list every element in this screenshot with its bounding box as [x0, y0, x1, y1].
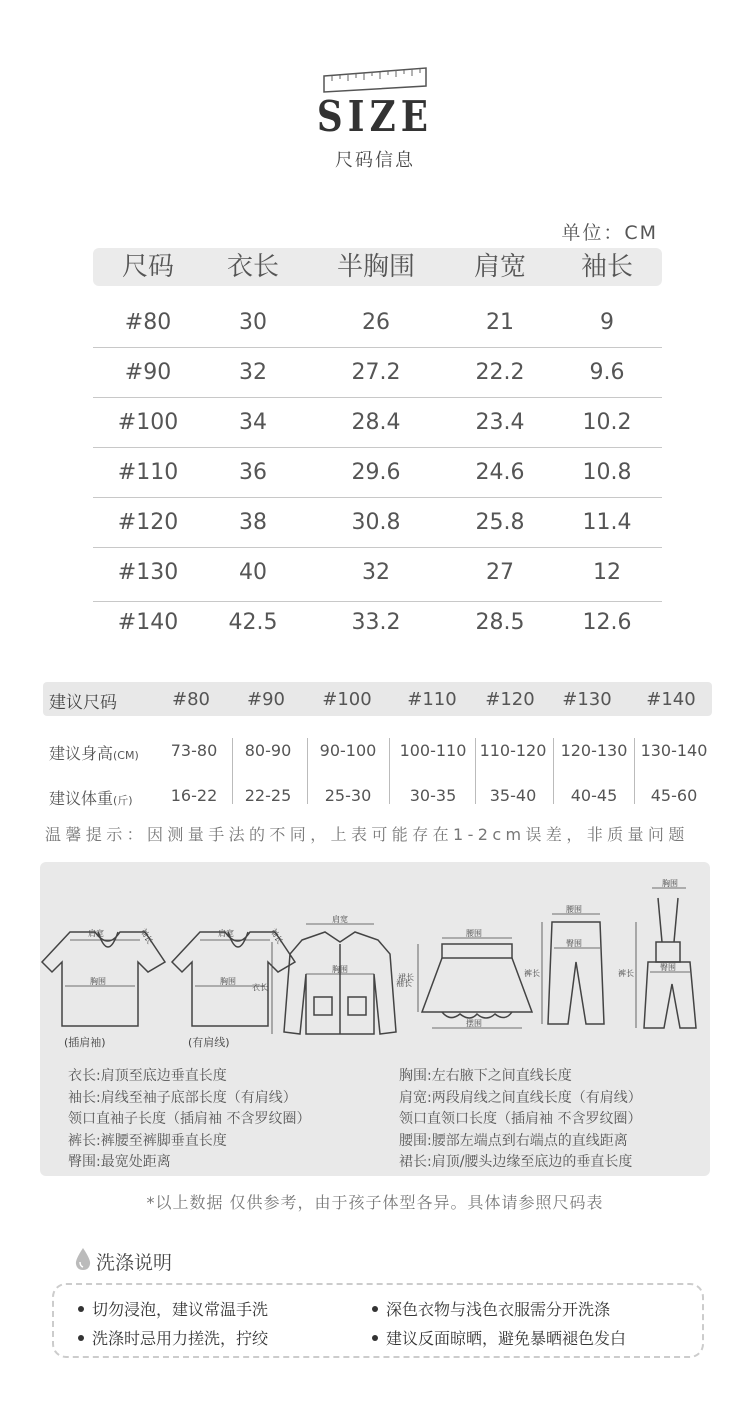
- label-jiankuan-3: 肩宽: [332, 915, 348, 924]
- legend-item: 臀围:最宽处距离: [68, 1154, 171, 1170]
- ruler-icon: [322, 66, 428, 94]
- label-xiongwei-3: 胸围: [332, 965, 348, 974]
- label-yichang: 衣长: [252, 983, 268, 992]
- table-cell: 33.2: [351, 610, 401, 635]
- recommend-height: 110-120: [479, 741, 547, 760]
- table-cell: 40: [239, 560, 267, 585]
- table-cell: 21: [486, 310, 514, 335]
- recommend-header-label: 建议尺码: [49, 693, 117, 713]
- label-yaowei-2: 腰围: [566, 905, 582, 914]
- table-cell: 27: [486, 560, 514, 585]
- caption-shoulder: (有肩线): [188, 1036, 230, 1049]
- weight-label: 建议体重(斤): [49, 789, 133, 808]
- table-cell: #120: [117, 510, 179, 535]
- table-cell: 25.8: [475, 510, 525, 535]
- table-cell: 28.5: [475, 610, 525, 635]
- recommend-size: #130: [562, 689, 612, 710]
- recommend-size: #110: [407, 689, 457, 710]
- recommend-weight: 16-22: [170, 786, 218, 805]
- legend-item: 裤长:裤腰至裤脚垂直长度: [68, 1132, 227, 1149]
- recommend-height: 90-100: [319, 741, 377, 760]
- column-header: 肩宽: [473, 252, 526, 282]
- recommend-weight: 45-60: [650, 786, 698, 805]
- table-cell: 30.8: [351, 510, 401, 535]
- washing-box: [52, 1283, 704, 1358]
- recommend-size: #90: [247, 689, 285, 710]
- label-xiuchang-3: 袖长: [396, 979, 412, 988]
- washing-item: 深色衣物与浅色衣服需分开洗涤: [372, 1297, 610, 1320]
- table-cell: 38: [239, 510, 267, 535]
- legend-item: 肩宽:两段肩线之间直线长度（有肩线）: [399, 1089, 642, 1106]
- table-cell: 34: [239, 410, 267, 435]
- legend-item: 腰围:腰部左端点到右端点的直线距离: [399, 1132, 628, 1149]
- label-tunwei: 臀围: [566, 939, 582, 948]
- table-cell: #140: [117, 610, 179, 635]
- pants-icon: [548, 922, 604, 1024]
- recommend-size: #140: [646, 689, 696, 710]
- legend-item: 领口直领口长度（插肩袖 不含罗纹圈）: [399, 1111, 642, 1127]
- bullet-icon: [78, 1306, 84, 1312]
- table-cell: 11.4: [582, 510, 632, 535]
- table-row: [93, 548, 662, 598]
- legend-right: [399, 1066, 642, 1174]
- table-cell: 12: [593, 560, 621, 585]
- recommend-size: #80: [172, 689, 210, 710]
- jacket-icon: [284, 932, 396, 1034]
- measurement-diagrams: [40, 862, 710, 1176]
- column-divider: [232, 738, 233, 804]
- label-tunwei-2: 臀围: [660, 963, 676, 972]
- table-cell: 27.2: [351, 360, 401, 385]
- recommend-height: 130-140: [640, 741, 708, 760]
- column-header: 半胸围: [336, 252, 415, 282]
- table-cell: #110: [117, 460, 179, 485]
- table-cell: 29.6: [351, 460, 401, 485]
- table-cell: #130: [117, 560, 179, 585]
- table-cell: 9: [600, 310, 614, 335]
- bullet-icon: [372, 1306, 378, 1312]
- warm-tip: 温馨提示：因测量手法的不同，上表可能存在1-2cm误差，非质量问题: [45, 825, 689, 844]
- label-xiuchang-2: 袖长: [268, 927, 285, 946]
- column-divider: [475, 738, 476, 804]
- table-cell: 24.6: [475, 460, 525, 485]
- legend-item: 袖长:肩线至袖子底部长度（有肩线）: [68, 1089, 297, 1106]
- bullet-icon: [78, 1335, 84, 1341]
- column-divider: [553, 738, 554, 804]
- reference-note: *以上数据 仅供参考，由于孩子体型各异。具体请参照尺码表: [146, 1193, 604, 1212]
- water-drop-icon: [73, 1246, 93, 1272]
- table-cell: #90: [124, 360, 172, 385]
- recommend-weight: 30-35: [409, 786, 457, 805]
- label-qunchang: 裙长: [398, 973, 414, 982]
- washing-item: 洗涤时忌用力搓洗，拧绞: [78, 1326, 268, 1349]
- row-divider: [93, 397, 662, 398]
- recommend-height: 100-110: [399, 741, 467, 760]
- washing-item: 切勿浸泡，建议常温手洗: [78, 1297, 268, 1320]
- legend-item: 衣长:肩顶至底边垂直长度: [68, 1068, 227, 1084]
- table-cell: 28.4: [351, 410, 401, 435]
- page-subtitle: 尺码信息: [335, 150, 415, 171]
- table-cell: 42.5: [228, 610, 278, 635]
- caption-raglan: (插肩袖): [64, 1036, 106, 1049]
- recommend-weight: 22-25: [244, 786, 292, 805]
- column-divider: [307, 738, 308, 804]
- bullet-icon: [372, 1335, 378, 1341]
- label-xiongwei-2: 胸围: [220, 977, 236, 986]
- legend-item: 裙长:肩顶/腰头边缘至底边的垂直长度: [399, 1154, 633, 1170]
- column-divider: [389, 738, 390, 804]
- table-row: [93, 598, 662, 648]
- legend-item: 领口直袖子长度（插肩袖 不含罗纹圈）: [68, 1111, 311, 1127]
- page-title: SIZE: [316, 92, 434, 141]
- table-cell: 12.6: [582, 610, 632, 635]
- label-kuchang: 裤长: [524, 969, 540, 978]
- row-divider: [93, 497, 662, 498]
- label-jiankuan-2: 肩宽: [218, 929, 234, 938]
- row-divider: [93, 547, 662, 548]
- label-xiongwei-4: 胸围: [662, 879, 678, 888]
- table-row: [93, 348, 662, 398]
- legend-left: [68, 1066, 310, 1174]
- recommend-height: 80-90: [244, 741, 292, 760]
- column-divider: [634, 738, 635, 804]
- table-row: [93, 448, 662, 498]
- table-cell: 32: [362, 560, 390, 585]
- recommend-height: 73-80: [170, 741, 218, 760]
- table-row: [93, 298, 662, 348]
- label-xiuchang: 袖长: [138, 927, 155, 946]
- legend-item: 胸围:左右腋下之间直线长度: [399, 1068, 572, 1084]
- table-cell: 9.6: [589, 360, 625, 385]
- table-cell: 36: [239, 460, 267, 485]
- recommend-size: #100: [322, 689, 372, 710]
- height-label: 建议身高(CM): [49, 744, 139, 763]
- unit-label: 单位：CM: [561, 222, 658, 244]
- row-divider: [93, 447, 662, 448]
- size-table-header: [93, 248, 662, 286]
- table-cell: #100: [117, 410, 179, 435]
- label-baiwei: 摆围: [466, 1019, 482, 1028]
- recommend-weight: 35-40: [489, 786, 537, 805]
- table-cell: 10.2: [582, 410, 632, 435]
- label-kuchang-2: 裤长: [618, 969, 634, 978]
- table-row: [93, 398, 662, 448]
- table-cell: 26: [362, 310, 390, 335]
- label-yaowei: 腰围: [466, 929, 482, 938]
- column-header: 尺码: [121, 252, 174, 282]
- column-header: 衣长: [226, 252, 279, 282]
- row-divider: [93, 347, 662, 348]
- table-cell: 22.2: [475, 360, 525, 385]
- washing-item: 建议反面晾晒，避免暴晒褪色发白: [372, 1326, 626, 1349]
- washing-title: 洗涤说明: [96, 1252, 173, 1274]
- column-header: 袖长: [580, 252, 633, 282]
- table-cell: 32: [239, 360, 267, 385]
- label-jiankuan: 肩宽: [88, 929, 104, 938]
- table-cell: 23.4: [475, 410, 525, 435]
- label-xiongwei: 胸围: [90, 977, 106, 986]
- recommend-size: #120: [485, 689, 535, 710]
- table-row: [93, 498, 662, 548]
- recommend-height: 120-130: [560, 741, 628, 760]
- row-divider: [93, 601, 662, 602]
- table-cell: #80: [124, 310, 172, 335]
- table-cell: 10.8: [582, 460, 632, 485]
- recommend-weight: 40-45: [570, 786, 618, 805]
- recommend-weight: 25-30: [324, 786, 372, 805]
- table-cell: 30: [239, 310, 267, 335]
- skirt-icon: [422, 944, 532, 1018]
